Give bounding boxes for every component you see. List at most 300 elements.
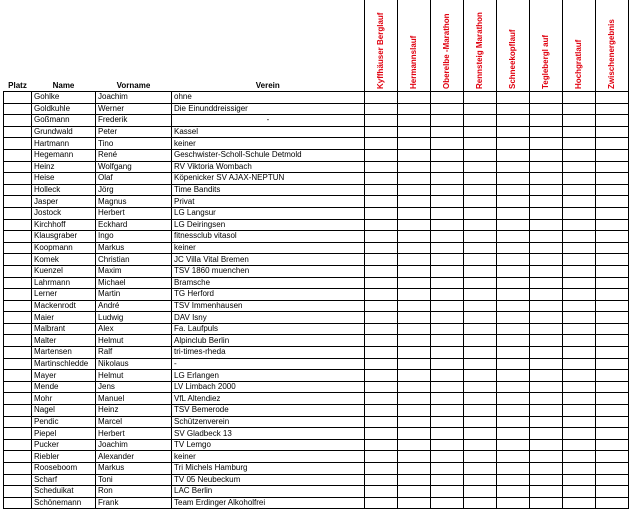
cell-race-result[interactable]: [596, 463, 629, 475]
cell-race-result[interactable]: [431, 138, 464, 150]
cell-race-result[interactable]: [431, 242, 464, 254]
cell-vorname[interactable]: Jens: [96, 381, 172, 393]
cell-race-result[interactable]: [596, 126, 629, 138]
cell-race-result[interactable]: [497, 405, 530, 417]
cell-race-result[interactable]: [464, 405, 497, 417]
cell-race-result[interactable]: [530, 474, 563, 486]
cell-race-result[interactable]: [464, 439, 497, 451]
cell-race-result[interactable]: [497, 184, 530, 196]
cell-platz[interactable]: [4, 451, 32, 463]
cell-race-result[interactable]: [596, 497, 629, 509]
cell-race-result[interactable]: [530, 323, 563, 335]
cell-name[interactable]: Malter: [32, 335, 96, 347]
cell-race-result[interactable]: [596, 277, 629, 289]
cell-verein[interactable]: keiner: [172, 138, 365, 150]
cell-race-result[interactable]: [431, 219, 464, 231]
cell-race-result[interactable]: [431, 323, 464, 335]
cell-vorname[interactable]: Markus: [96, 463, 172, 475]
cell-name[interactable]: Maier: [32, 312, 96, 324]
cell-race-result[interactable]: [398, 428, 431, 440]
cell-race-result[interactable]: [398, 463, 431, 475]
cell-race-result[interactable]: [497, 300, 530, 312]
cell-race-result[interactable]: [497, 486, 530, 498]
cell-race-result[interactable]: [365, 416, 398, 428]
cell-race-result[interactable]: [431, 312, 464, 324]
cell-race-result[interactable]: [497, 196, 530, 208]
cell-name[interactable]: Mende: [32, 381, 96, 393]
cell-race-result[interactable]: [398, 277, 431, 289]
cell-race-result[interactable]: [398, 219, 431, 231]
cell-race-result[interactable]: [464, 486, 497, 498]
cell-vorname[interactable]: Toni: [96, 474, 172, 486]
cell-race-result[interactable]: [530, 207, 563, 219]
cell-race-result[interactable]: [563, 184, 596, 196]
cell-vorname[interactable]: Joachim: [96, 92, 172, 104]
cell-race-result[interactable]: [365, 312, 398, 324]
cell-race-result[interactable]: [530, 370, 563, 382]
cell-race-result[interactable]: [530, 126, 563, 138]
cell-race-result[interactable]: [365, 439, 398, 451]
cell-name[interactable]: Heinz: [32, 161, 96, 173]
cell-race-result[interactable]: [530, 439, 563, 451]
cell-name[interactable]: Scharf: [32, 474, 96, 486]
cell-race-result[interactable]: [530, 173, 563, 185]
cell-name[interactable]: Mackenrodt: [32, 300, 96, 312]
cell-race-result[interactable]: [596, 486, 629, 498]
cell-vorname[interactable]: Ron: [96, 486, 172, 498]
cell-race-result[interactable]: [365, 219, 398, 231]
cell-race-result[interactable]: [497, 161, 530, 173]
cell-race-result[interactable]: [596, 428, 629, 440]
cell-race-result[interactable]: [431, 103, 464, 115]
cell-platz[interactable]: [4, 347, 32, 359]
cell-race-result[interactable]: [596, 149, 629, 161]
cell-race-result[interactable]: [464, 207, 497, 219]
cell-race-result[interactable]: [563, 451, 596, 463]
cell-race-result[interactable]: [398, 207, 431, 219]
cell-race-result[interactable]: [530, 265, 563, 277]
cell-vorname[interactable]: Ralf: [96, 347, 172, 359]
cell-race-result[interactable]: [398, 381, 431, 393]
cell-race-result[interactable]: [563, 497, 596, 509]
cell-verein[interactable]: VfL Altendiez: [172, 393, 365, 405]
cell-race-result[interactable]: [497, 115, 530, 127]
cell-name[interactable]: Goßmann: [32, 115, 96, 127]
cell-race-result[interactable]: [497, 323, 530, 335]
cell-race-result[interactable]: [563, 242, 596, 254]
cell-race-result[interactable]: [431, 347, 464, 359]
cell-platz[interactable]: [4, 486, 32, 498]
cell-race-result[interactable]: [365, 196, 398, 208]
cell-race-result[interactable]: [365, 451, 398, 463]
cell-race-result[interactable]: [464, 103, 497, 115]
cell-race-result[interactable]: [596, 381, 629, 393]
cell-name[interactable]: Hartmann: [32, 138, 96, 150]
cell-platz[interactable]: [4, 381, 32, 393]
cell-race-result[interactable]: [530, 347, 563, 359]
cell-race-result[interactable]: [497, 370, 530, 382]
cell-race-result[interactable]: [497, 173, 530, 185]
cell-name[interactable]: Holleck: [32, 184, 96, 196]
cell-race-result[interactable]: [365, 231, 398, 243]
cell-race-result[interactable]: [563, 486, 596, 498]
cell-race-result[interactable]: [464, 347, 497, 359]
cell-race-result[interactable]: [563, 115, 596, 127]
cell-name[interactable]: Martinschledde: [32, 358, 96, 370]
cell-race-result[interactable]: [398, 300, 431, 312]
cell-race-result[interactable]: [365, 486, 398, 498]
cell-race-result[interactable]: [497, 381, 530, 393]
cell-platz[interactable]: [4, 300, 32, 312]
cell-name[interactable]: Lerner: [32, 289, 96, 301]
cell-race-result[interactable]: [398, 323, 431, 335]
cell-verein[interactable]: TSV Bemerode: [172, 405, 365, 417]
cell-name[interactable]: Pendic: [32, 416, 96, 428]
cell-race-result[interactable]: [398, 196, 431, 208]
cell-vorname[interactable]: René: [96, 149, 172, 161]
cell-race-result[interactable]: [530, 381, 563, 393]
cell-race-result[interactable]: [431, 428, 464, 440]
cell-race-result[interactable]: [365, 289, 398, 301]
cell-verein[interactable]: LG Deiringsen: [172, 219, 365, 231]
cell-race-result[interactable]: [464, 184, 497, 196]
cell-race-result[interactable]: [596, 451, 629, 463]
cell-race-result[interactable]: [563, 323, 596, 335]
cell-name[interactable]: Gohlke: [32, 92, 96, 104]
cell-platz[interactable]: [4, 497, 32, 509]
cell-platz[interactable]: [4, 103, 32, 115]
cell-platz[interactable]: [4, 242, 32, 254]
cell-race-result[interactable]: [563, 416, 596, 428]
cell-race-result[interactable]: [563, 474, 596, 486]
cell-race-result[interactable]: [596, 370, 629, 382]
cell-race-result[interactable]: [530, 184, 563, 196]
cell-race-result[interactable]: [563, 370, 596, 382]
cell-race-result[interactable]: [497, 138, 530, 150]
cell-race-result[interactable]: [596, 103, 629, 115]
cell-race-result[interactable]: [563, 103, 596, 115]
cell-vorname[interactable]: Maxim: [96, 265, 172, 277]
cell-race-result[interactable]: [596, 173, 629, 185]
cell-race-result[interactable]: [464, 138, 497, 150]
cell-name[interactable]: Heise: [32, 173, 96, 185]
cell-race-result[interactable]: [596, 115, 629, 127]
cell-race-result[interactable]: [563, 358, 596, 370]
cell-platz[interactable]: [4, 115, 32, 127]
cell-race-result[interactable]: [464, 358, 497, 370]
cell-name[interactable]: Koopmann: [32, 242, 96, 254]
cell-platz[interactable]: [4, 254, 32, 266]
cell-race-result[interactable]: [431, 149, 464, 161]
cell-platz[interactable]: [4, 312, 32, 324]
cell-race-result[interactable]: [530, 497, 563, 509]
cell-race-result[interactable]: [365, 265, 398, 277]
cell-race-result[interactable]: [563, 463, 596, 475]
cell-race-result[interactable]: [464, 416, 497, 428]
cell-race-result[interactable]: [563, 254, 596, 266]
cell-vorname[interactable]: Eckhard: [96, 219, 172, 231]
cell-race-result[interactable]: [563, 219, 596, 231]
cell-race-result[interactable]: [497, 219, 530, 231]
cell-race-result[interactable]: [563, 149, 596, 161]
cell-race-result[interactable]: [596, 265, 629, 277]
cell-race-result[interactable]: [431, 207, 464, 219]
cell-vorname[interactable]: Helmut: [96, 335, 172, 347]
cell-race-result[interactable]: [431, 393, 464, 405]
cell-race-result[interactable]: [530, 149, 563, 161]
cell-platz[interactable]: [4, 277, 32, 289]
cell-verein[interactable]: TV Lemgo: [172, 439, 365, 451]
cell-race-result[interactable]: [365, 149, 398, 161]
cell-vorname[interactable]: Michael: [96, 277, 172, 289]
cell-verein[interactable]: Tri Michels Hamburg: [172, 463, 365, 475]
cell-race-result[interactable]: [398, 439, 431, 451]
cell-race-result[interactable]: [596, 312, 629, 324]
cell-race-result[interactable]: [365, 497, 398, 509]
cell-race-result[interactable]: [596, 323, 629, 335]
cell-name[interactable]: Riebler: [32, 451, 96, 463]
cell-platz[interactable]: [4, 138, 32, 150]
cell-race-result[interactable]: [497, 497, 530, 509]
cell-verein[interactable]: TG Herford: [172, 289, 365, 301]
cell-vorname[interactable]: Joachim: [96, 439, 172, 451]
cell-race-result[interactable]: [563, 231, 596, 243]
cell-race-result[interactable]: [596, 219, 629, 231]
cell-platz[interactable]: [4, 196, 32, 208]
cell-race-result[interactable]: [365, 370, 398, 382]
cell-vorname[interactable]: Martin: [96, 289, 172, 301]
cell-race-result[interactable]: [431, 184, 464, 196]
cell-race-result[interactable]: [596, 289, 629, 301]
cell-vorname[interactable]: Herbert: [96, 428, 172, 440]
cell-name[interactable]: Grundwald: [32, 126, 96, 138]
cell-race-result[interactable]: [431, 115, 464, 127]
cell-race-result[interactable]: [596, 92, 629, 104]
cell-race-result[interactable]: [530, 416, 563, 428]
cell-verein[interactable]: LV Limbach 2000: [172, 381, 365, 393]
cell-verein[interactable]: Bramsche: [172, 277, 365, 289]
cell-race-result[interactable]: [431, 451, 464, 463]
cell-race-result[interactable]: [431, 358, 464, 370]
cell-vorname[interactable]: Ludwig: [96, 312, 172, 324]
cell-verein[interactable]: keiner: [172, 451, 365, 463]
cell-name[interactable]: Kirchhoff: [32, 219, 96, 231]
cell-race-result[interactable]: [497, 416, 530, 428]
cell-race-result[interactable]: [464, 428, 497, 440]
cell-platz[interactable]: [4, 184, 32, 196]
cell-race-result[interactable]: [365, 474, 398, 486]
cell-race-result[interactable]: [365, 115, 398, 127]
cell-race-result[interactable]: [530, 289, 563, 301]
cell-race-result[interactable]: [398, 231, 431, 243]
cell-race-result[interactable]: [464, 497, 497, 509]
cell-race-result[interactable]: [530, 138, 563, 150]
cell-race-result[interactable]: [398, 254, 431, 266]
cell-race-result[interactable]: [596, 300, 629, 312]
cell-race-result[interactable]: [365, 103, 398, 115]
cell-race-result[interactable]: [596, 439, 629, 451]
cell-race-result[interactable]: [431, 405, 464, 417]
cell-vorname[interactable]: Ingo: [96, 231, 172, 243]
cell-race-result[interactable]: [497, 428, 530, 440]
cell-race-result[interactable]: [530, 300, 563, 312]
cell-race-result[interactable]: [365, 335, 398, 347]
cell-platz[interactable]: [4, 149, 32, 161]
cell-vorname[interactable]: Marcel: [96, 416, 172, 428]
cell-name[interactable]: Komek: [32, 254, 96, 266]
cell-verein[interactable]: LG Erlangen: [172, 370, 365, 382]
cell-race-result[interactable]: [398, 497, 431, 509]
cell-race-result[interactable]: [497, 265, 530, 277]
cell-platz[interactable]: [4, 289, 32, 301]
cell-race-result[interactable]: [431, 463, 464, 475]
cell-race-result[interactable]: [431, 370, 464, 382]
cell-race-result[interactable]: [563, 405, 596, 417]
cell-race-result[interactable]: [596, 184, 629, 196]
cell-race-result[interactable]: [563, 393, 596, 405]
cell-race-result[interactable]: [464, 474, 497, 486]
cell-platz[interactable]: [4, 463, 32, 475]
cell-race-result[interactable]: [464, 289, 497, 301]
cell-race-result[interactable]: [464, 323, 497, 335]
cell-race-result[interactable]: [497, 242, 530, 254]
cell-race-result[interactable]: [497, 126, 530, 138]
cell-vorname[interactable]: Frank: [96, 497, 172, 509]
cell-race-result[interactable]: [563, 277, 596, 289]
cell-race-result[interactable]: [398, 474, 431, 486]
cell-name[interactable]: Schönemann: [32, 497, 96, 509]
cell-verein[interactable]: Geschwister-Scholl-Schule Detmold: [172, 149, 365, 161]
cell-race-result[interactable]: [398, 312, 431, 324]
cell-race-result[interactable]: [431, 265, 464, 277]
cell-vorname[interactable]: Markus: [96, 242, 172, 254]
cell-name[interactable]: Kuenzel: [32, 265, 96, 277]
cell-verein[interactable]: TSV Immenhausen: [172, 300, 365, 312]
cell-race-result[interactable]: [596, 196, 629, 208]
cell-verein[interactable]: DAV Isny: [172, 312, 365, 324]
cell-race-result[interactable]: [464, 451, 497, 463]
cell-race-result[interactable]: [497, 207, 530, 219]
cell-race-result[interactable]: [398, 92, 431, 104]
cell-race-result[interactable]: [398, 370, 431, 382]
cell-vorname[interactable]: Heinz: [96, 405, 172, 417]
cell-race-result[interactable]: [398, 416, 431, 428]
cell-vorname[interactable]: Helmut: [96, 370, 172, 382]
cell-race-result[interactable]: [530, 393, 563, 405]
cell-race-result[interactable]: [563, 381, 596, 393]
cell-vorname[interactable]: Christian: [96, 254, 172, 266]
cell-name[interactable]: Martensen: [32, 347, 96, 359]
cell-race-result[interactable]: [497, 231, 530, 243]
cell-race-result[interactable]: [398, 126, 431, 138]
cell-race-result[interactable]: [497, 393, 530, 405]
cell-vorname[interactable]: Wolfgang: [96, 161, 172, 173]
cell-race-result[interactable]: [365, 347, 398, 359]
cell-race-result[interactable]: [431, 497, 464, 509]
cell-race-result[interactable]: [365, 161, 398, 173]
cell-verein[interactable]: Alpinclub Berlin: [172, 335, 365, 347]
cell-race-result[interactable]: [464, 92, 497, 104]
cell-vorname[interactable]: Magnus: [96, 196, 172, 208]
cell-race-result[interactable]: [464, 126, 497, 138]
cell-platz[interactable]: [4, 358, 32, 370]
cell-race-result[interactable]: [398, 115, 431, 127]
cell-race-result[interactable]: [530, 254, 563, 266]
cell-race-result[interactable]: [431, 254, 464, 266]
cell-verein[interactable]: Time Bandits: [172, 184, 365, 196]
cell-race-result[interactable]: [596, 405, 629, 417]
cell-race-result[interactable]: [431, 486, 464, 498]
cell-vorname[interactable]: Herbert: [96, 207, 172, 219]
cell-race-result[interactable]: [365, 184, 398, 196]
cell-verein[interactable]: Privat: [172, 196, 365, 208]
cell-race-result[interactable]: [398, 103, 431, 115]
cell-race-result[interactable]: [365, 405, 398, 417]
cell-race-result[interactable]: [464, 196, 497, 208]
cell-platz[interactable]: [4, 207, 32, 219]
cell-race-result[interactable]: [497, 277, 530, 289]
cell-race-result[interactable]: [431, 173, 464, 185]
cell-verein[interactable]: ohne: [172, 92, 365, 104]
cell-race-result[interactable]: [464, 173, 497, 185]
cell-race-result[interactable]: [563, 173, 596, 185]
cell-race-result[interactable]: [365, 428, 398, 440]
cell-race-result[interactable]: [398, 335, 431, 347]
cell-race-result[interactable]: [431, 196, 464, 208]
cell-race-result[interactable]: [365, 92, 398, 104]
cell-platz[interactable]: [4, 161, 32, 173]
cell-platz[interactable]: [4, 405, 32, 417]
cell-race-result[interactable]: [398, 149, 431, 161]
cell-race-result[interactable]: [596, 161, 629, 173]
cell-race-result[interactable]: [398, 242, 431, 254]
cell-race-result[interactable]: [497, 149, 530, 161]
cell-race-result[interactable]: [497, 103, 530, 115]
cell-race-result[interactable]: [530, 103, 563, 115]
cell-platz[interactable]: [4, 92, 32, 104]
cell-race-result[interactable]: [497, 474, 530, 486]
cell-race-result[interactable]: [365, 463, 398, 475]
cell-race-result[interactable]: [563, 265, 596, 277]
cell-platz[interactable]: [4, 173, 32, 185]
cell-race-result[interactable]: [530, 277, 563, 289]
cell-race-result[interactable]: [431, 474, 464, 486]
cell-verein[interactable]: -: [172, 115, 365, 127]
cell-race-result[interactable]: [464, 265, 497, 277]
cell-platz[interactable]: [4, 335, 32, 347]
cell-verein[interactable]: TSV 1860 muenchen: [172, 265, 365, 277]
cell-race-result[interactable]: [464, 393, 497, 405]
cell-platz[interactable]: [4, 219, 32, 231]
cell-vorname[interactable]: Alexander: [96, 451, 172, 463]
cell-race-result[interactable]: [398, 347, 431, 359]
cell-race-result[interactable]: [530, 92, 563, 104]
cell-race-result[interactable]: [431, 416, 464, 428]
cell-race-result[interactable]: [563, 428, 596, 440]
cell-race-result[interactable]: [365, 138, 398, 150]
cell-race-result[interactable]: [464, 254, 497, 266]
cell-race-result[interactable]: [398, 486, 431, 498]
cell-race-result[interactable]: [497, 289, 530, 301]
cell-race-result[interactable]: [398, 138, 431, 150]
cell-name[interactable]: Scheduikat: [32, 486, 96, 498]
cell-race-result[interactable]: [563, 196, 596, 208]
cell-name[interactable]: Mohr: [32, 393, 96, 405]
cell-race-result[interactable]: [530, 219, 563, 231]
cell-verein[interactable]: keiner: [172, 242, 365, 254]
cell-race-result[interactable]: [464, 115, 497, 127]
cell-race-result[interactable]: [464, 381, 497, 393]
